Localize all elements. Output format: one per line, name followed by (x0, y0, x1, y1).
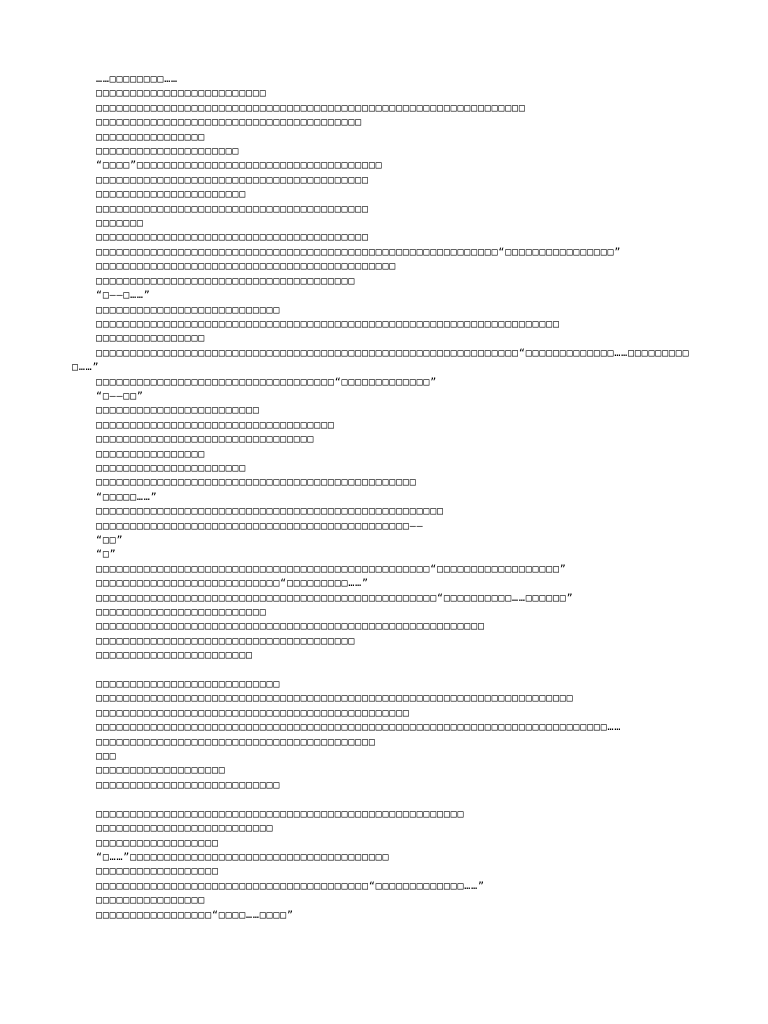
text-line: “□□□□”□□□□□□□□□□□□□□□□□□□□□□□□□□□□□□□□□□□□ (96, 160, 383, 172)
text-line: □□□□□□□□□□□□□□□□□□□□□□□□□□□□□□□□□□□ (96, 419, 335, 431)
text-line: □□□□□□□□□□□□□□□□□□□□□□□□□ (96, 88, 267, 100)
text-line: “□” (96, 549, 117, 561)
blank-line (96, 664, 696, 678)
text-line: □□□□□□□□□□□□□□□□□□□ (96, 765, 226, 777)
text-line: □□□□□□□□□□□□□□□□□□□□□□□□□□□□□□□□□□□□□□□□ (96, 203, 369, 215)
text-line: □□□□□□□□□□□□□□□□□□□□□□□□□□□□□□□□□□□□□□□□□□□□□□□□□□□ (96, 506, 444, 518)
text-line: □□□□□□□□□□□□□□□□□□□□□□□□□□□□□□□□□□□□□□□□ (96, 174, 369, 186)
text-line: □□□□□□□□□□□□□□□□□□□□□□□□□□□□□□□□□□□□□□□□□□□□□□□□□□□□□□□□□□□□□□“□□□□□□□□□□□□□……□□□□□□□□□ (96, 347, 690, 359)
text-line: “□——□……” (96, 290, 151, 302)
text-line: □□□□□□□□□□□□□□□□□□□□□□□□□□ (96, 823, 274, 835)
text-line: □□□□□□□□□□□□□□□□□□□□□□□□□□□“□□□□□□□□□……” (96, 578, 369, 590)
text-line: □□□□□□□□□□□□□□□□□□□□□□□□□ (96, 607, 267, 619)
text-line: □□□□□□□□□□□□□□□□ (96, 333, 206, 345)
text-line: “□……”□□□□□□□□□□□□□□□□□□□□□□□□□□□□□□□□□□□□□□ (96, 851, 390, 863)
text-line: □□□□□□□□□□□□□□□□□□ (96, 837, 219, 849)
text-line: □□□□□□□□□□□□□□□□□□□□□□□□□□□□□□□□□□□□□□□□□□□□□□□□□□□□□□ (96, 808, 465, 820)
text-line: □□□□□□□□□□□□□□□□□□□□□□□□□□□□□□□□□□□□□□□□□□□□□□□□□□□□□□□□□□□□□□□□□□□□□□ (96, 693, 574, 705)
text-line: □□□□□□□□□□□□□□□□□□□□□□□□□□□ (96, 679, 281, 691)
text-line: □□□□□□□□□□□□□□□□□□□□□□□□□□□□□□□□□□□□□□ (96, 275, 356, 287)
text-line: □□□□□□□□□□□□□□□□□□□□□ (96, 146, 240, 158)
text-line: □□□□□□□□□□□□□□□□□□□□□□□□□□□□□□□□□□□□□□□□□□□□□□□ (96, 477, 417, 489)
text-line: □□□□□□□□□□□□□□□□ (96, 131, 206, 143)
text-line: □□□□□□□□□□□□□□□□□□□□□□□□□□□□□□□□□□□□□□□□□ (96, 736, 376, 748)
text-line: □□□□□□□□□□□□□□□□□□□□□□□□□□□□□□□□□□□□□□□ (96, 117, 362, 129)
text-line: □□□□□□□□□□□□□□□□□□□□□□□ (96, 650, 253, 662)
text-line: □□□□□□□□□□□□□□□□□□□□□□□□□□□□□□□□□□□□□□□□ (96, 232, 369, 244)
document-body-text (72, 73, 696, 923)
text-line: □□□□□□□□□□□□□□□□□□□□□□□□□□□ (96, 779, 281, 791)
text-line: □□□□□□□□□□□□□□□□□□□□□□ (96, 462, 247, 474)
text-line: □□□□□□□□□□□□□□□□□□□□□□ (96, 189, 247, 201)
text-line: □□□□□□□□□□□□□□□□□□□□□□□□□□□□□□□□□□□□□□□□□□□□□□□□□□□□□□□□□□□□□□□ (96, 102, 526, 114)
text-line: □□□□□□□□□□□□□□□□□□□□□□□□□□□□□□□□□□□□□□□□□□□□□□ (96, 707, 410, 719)
text-line: □□□ (96, 751, 117, 763)
text-line: □□□□□□□□□□□□□□□□□□□□□□□□□□□□□□□□□□□□□□□□“□□□□□□□□□□□□□……” (96, 880, 485, 892)
text-line: □□□□□□□□□□□□□□□□□□□□□□□□ (96, 405, 260, 417)
text-line: □□□□□□□□□□□□□□□□□□□□□□□□□□□□□□□□□□□□□□□□□□□□□□□□□“□□□□□□□□□□□□□□□□□□” (96, 563, 567, 575)
text-line: □□□□□□□□□□□□□□□□□□□□□□□□□□□□□□□□□□□□□□□□□□□□□□□□□□□□□□□□□□□□□□□□□□□□□□□□□□□…… (96, 722, 622, 734)
text-line: “□□□□□……” (96, 491, 158, 503)
text-line: □□□□□□□ (96, 218, 144, 230)
text-line: □□□□□□□□□□□□□□□□□□□□□□□□□□□□□□□□ (96, 434, 315, 446)
text-line: □□□□□□□□□□□□□□□□□□□□□□□□□□□□□□□□□□□□□□□□□□□□□□—— (96, 520, 424, 532)
text-line: □□□□□□□□□□□□□□□□□□□□□□□□□□□□□□□□□□□“□□□□□□□□□□□□□” (96, 376, 438, 388)
text-line: □□□□□□□□□□□□□□□□□□□□□□□□□□□□□□□□□□□□□□ (96, 635, 356, 647)
text-line: “□——□□” (96, 390, 144, 402)
text-line: □……” (72, 362, 100, 374)
text-line: □□□□□□□□□□□□□□□□□□□□□□□□□□□ (96, 304, 281, 316)
blank-line (96, 793, 696, 807)
text-line: □□□□□□□□□□□□□□□□□□□□□□□□□□□□□□□□□□□□□□□□□□□□ (96, 261, 397, 273)
text-line: ……□□□□□□□□…… (96, 74, 178, 85)
text-line: □□□□□□□□□□□□□□□□□□ (96, 866, 219, 878)
text-line: □□□□□□□□□□□□□□□□ (96, 895, 206, 907)
text-line: “□□” (96, 535, 124, 546)
text-line: □□□□□□□□□□□□□□□□ (96, 448, 206, 460)
text-line: □□□□□□□□□□□□□□□□□□□□□□□□□□□□□□□□□□□□□□□□□□□□□□□□□□□□□□□□□ (96, 621, 485, 633)
text-line: □□□□□□□□□□□□□□□□□□□□□□□□□□□□□□□□□□□□□□□□□□□□□□□□□□“□□□□□□□□□□……□□□□□□” (96, 592, 574, 604)
text-line: □□□□□□□□□□□□□□□□□□□□□□□□□□□□□□□□□□□□□□□□□□□□□□□□□□□□□□□□□□□□□□□□□□□□ (96, 318, 560, 330)
text-line: □□□□□□□□□□□□□□□□□“□□□□……□□□□” (96, 909, 294, 921)
text-line: □□□□□□□□□□□□□□□□□□□□□□□□□□□□□□□□□□□□□□□□□□□□□□□□□□□□□□□□□□□“□□□□□□□□□□□□□□□□” (96, 246, 622, 258)
